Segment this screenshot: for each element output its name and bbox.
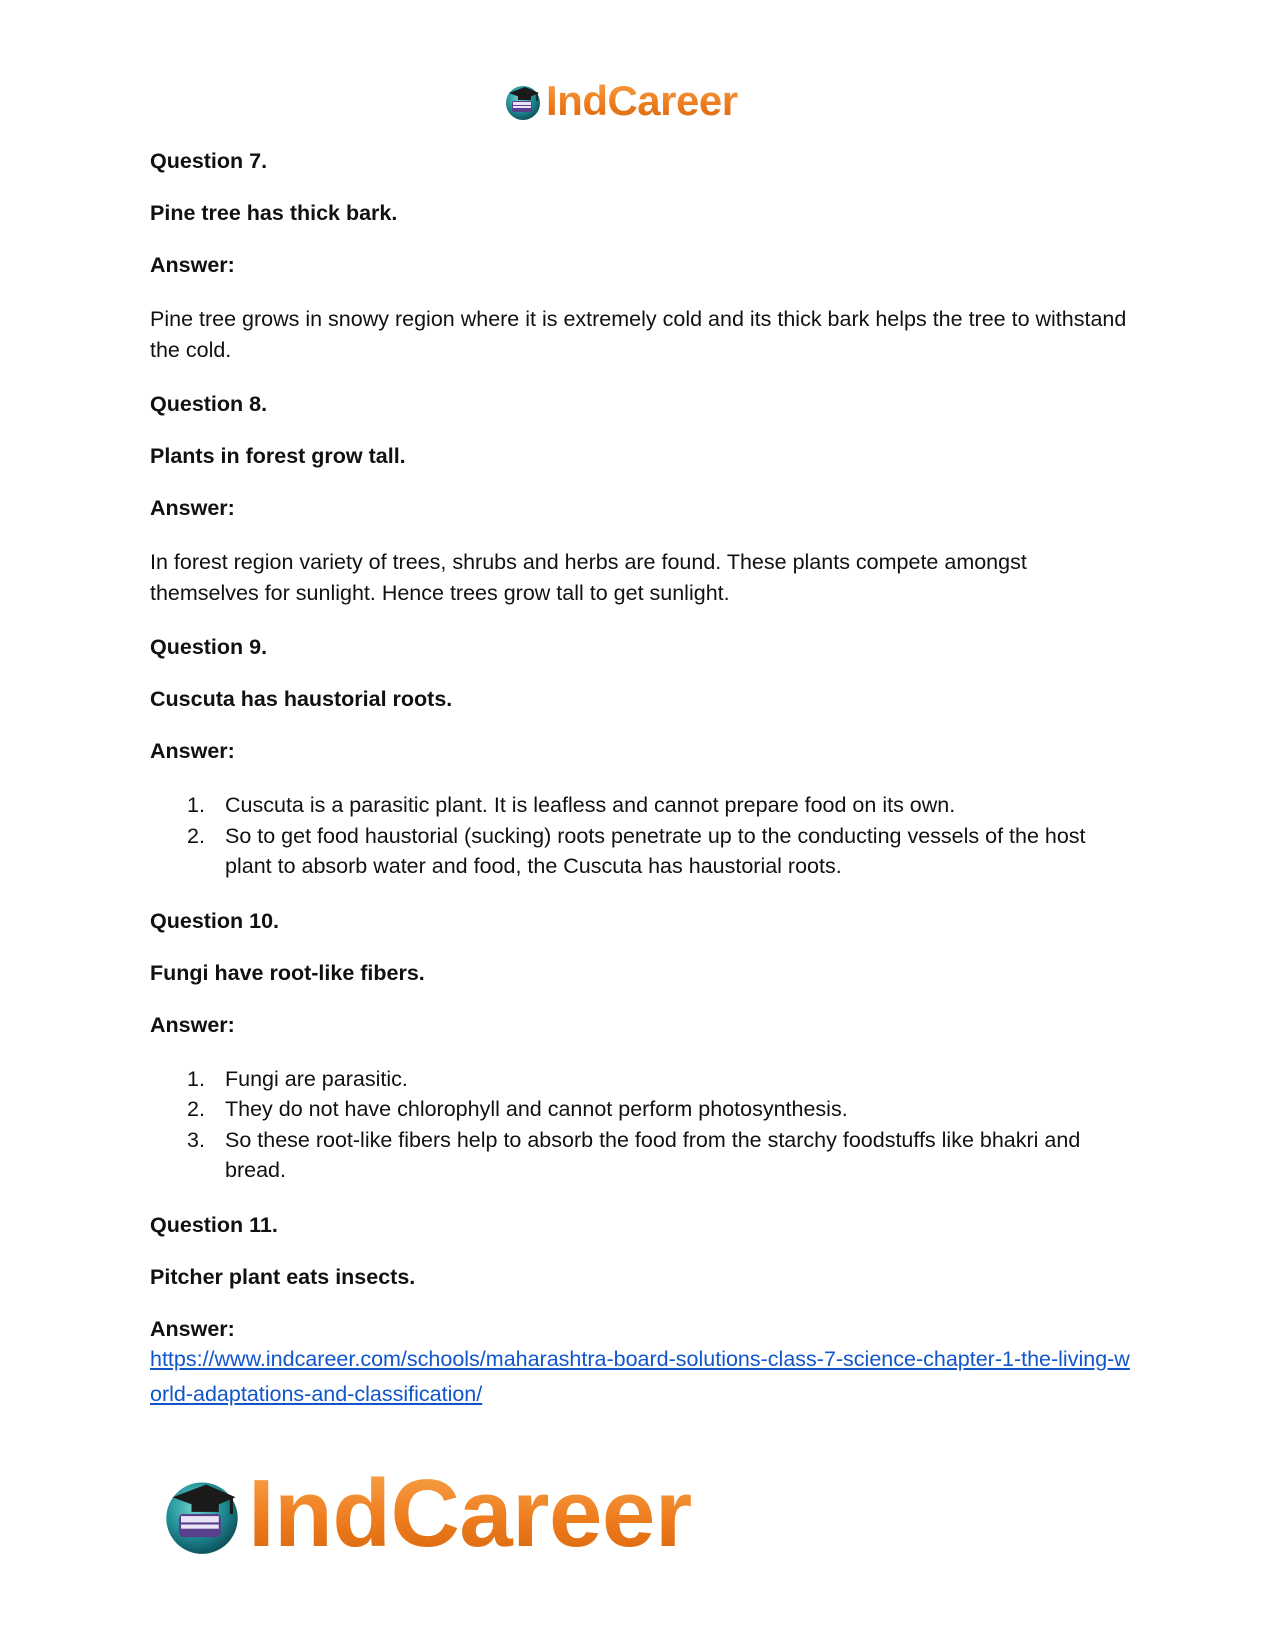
- answer-label: Answer:: [150, 1012, 235, 1037]
- answer-label: Answer:: [150, 253, 235, 277]
- question-number: Question 7.: [150, 149, 268, 173]
- question-statement: Fungi have root-like fibers.: [150, 960, 425, 985]
- question-section: [150, 148, 1135, 365]
- list-item-number: 2.: [187, 1097, 205, 1121]
- question-number: Question 8.: [150, 392, 268, 416]
- footer-logo: [160, 1460, 692, 1567]
- question-statement: Cuscuta has haustorial roots.: [150, 687, 453, 711]
- list-item-text: Cuscuta is a parasitic plant. It is leafless and cannot prepare food on its own.: [225, 793, 956, 817]
- question-section: [150, 908, 1135, 1186]
- list-item-text: So to get food haustorial (sucking) roots penetrate up to the conducting vessels of the host plant to absorb water and food, the Cuscuta has haustorial roots.: [225, 823, 1086, 878]
- answer-list: [150, 1064, 1135, 1186]
- question-number: Question 10.: [150, 908, 280, 933]
- graduation-cap-book-globe-icon: [160, 1472, 244, 1556]
- list-item-number: 2.: [187, 823, 205, 848]
- question-statement: Plants in forest grow tall.: [150, 444, 406, 468]
- header-logo-text: IndCareer: [546, 77, 738, 124]
- answer-text: Pine tree grows in snowy region where it is extremely cold and its thick bark helps the tree to withstand the cold.: [150, 307, 1127, 362]
- list-item-text: So these root-like fibers help to absorb the food from the starchy foodstuffs like bhakri and bread.: [225, 1127, 1081, 1182]
- list-item-number: 1.: [187, 1066, 205, 1091]
- answer-text: In forest region variety of trees, shrubs and herbs are found. These plants compete amongst themselves for sunlight. Hence trees grow tall to get sunlight.: [150, 550, 1027, 605]
- list-item-number: 3.: [187, 1127, 205, 1152]
- question-number: Question 9.: [150, 635, 268, 659]
- header-logo: [503, 78, 738, 124]
- answer-label: Answer:: [150, 1316, 235, 1341]
- list-item: [150, 1125, 1135, 1186]
- list-item: [150, 1094, 1135, 1125]
- answer-label: Answer:: [150, 496, 235, 520]
- list-item: [150, 1064, 1135, 1095]
- list-item-text: They do not have chlorophyll and cannot perform photosynthesis.: [225, 1097, 848, 1121]
- qa-content: [150, 148, 1135, 1412]
- question-section: [150, 391, 1135, 608]
- answer-label: Answer:: [150, 739, 235, 763]
- question-section: [150, 634, 1135, 882]
- list-item: [150, 790, 1135, 821]
- question-statement: Pitcher plant eats insects.: [150, 1264, 416, 1289]
- question-number: Question 11.: [150, 1212, 278, 1237]
- answer-list: [150, 790, 1135, 882]
- graduation-cap-book-globe-icon: [503, 81, 543, 121]
- list-item-text: Fungi are parasitic.: [225, 1066, 408, 1091]
- question-statement: Pine tree has thick bark.: [150, 201, 398, 225]
- list-item-number: 1.: [187, 793, 205, 817]
- question-section: [150, 1212, 1135, 1342]
- list-item: [150, 821, 1135, 882]
- footer-logo-text: IndCareer: [248, 1460, 692, 1567]
- source-link[interactable]: https://www.indcareer.com/schools/maharashtra-board-solutions-class-7-science-chapter-1-the-living-world-adaptations-and-classification/: [150, 1346, 1130, 1406]
